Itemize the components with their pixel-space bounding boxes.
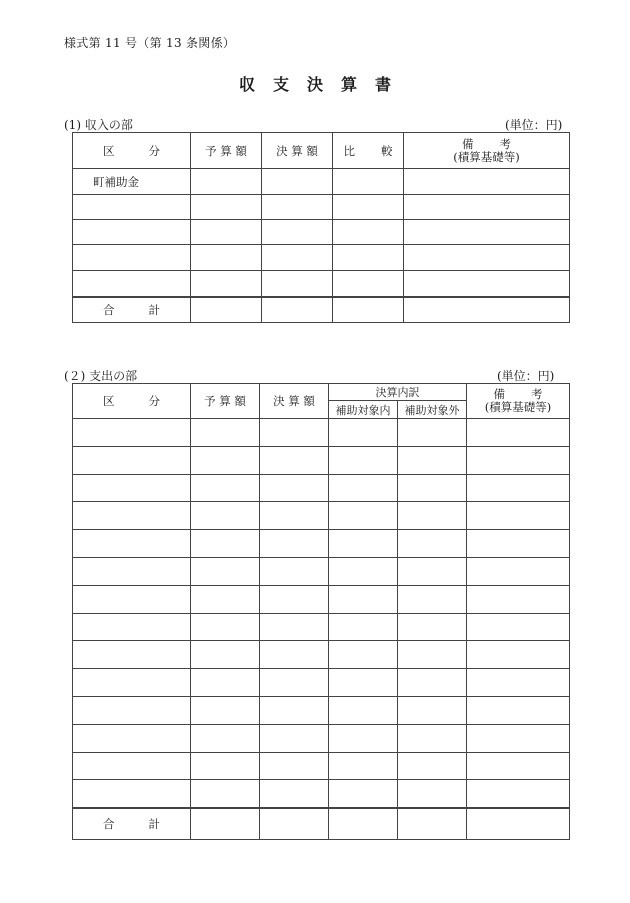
table-cell [467, 419, 570, 447]
table-row [73, 696, 570, 724]
table-cell [329, 502, 398, 530]
table-cell [260, 696, 329, 724]
table-cell [467, 641, 570, 669]
table-cell [398, 474, 467, 502]
header-budget: 予 算 額 [191, 384, 260, 419]
table-cell [329, 557, 398, 585]
table-cell [467, 530, 570, 558]
table-row [73, 474, 570, 502]
table-cell [467, 669, 570, 697]
table-cell [191, 613, 260, 641]
table-cell [260, 585, 329, 613]
expense-header-row [73, 384, 570, 401]
table-cell [260, 419, 329, 447]
table-row [73, 446, 570, 474]
table-cell [329, 530, 398, 558]
table-cell [467, 752, 570, 780]
header-breakdown: 決算内訳 [329, 384, 467, 401]
header-remarks: 備 考 (積算基礎等) [467, 384, 570, 419]
form-number: 様式第 11 号（第 13 条関係） [64, 36, 236, 50]
table-cell [191, 474, 260, 502]
table-cell [260, 724, 329, 752]
title-char: 支 [272, 75, 289, 94]
table-cell [73, 613, 191, 641]
table-cell [467, 474, 570, 502]
table-cell [398, 724, 467, 752]
table-row [73, 502, 570, 530]
table-row [73, 530, 570, 558]
table-row [73, 220, 570, 245]
table-row [73, 195, 570, 220]
row-item [73, 271, 191, 297]
table-cell [73, 696, 191, 724]
header-remarks: 備 考 (積算基礎等) [404, 133, 570, 169]
expense-section-label: (２) 支出の部 [64, 369, 138, 383]
table-cell [191, 557, 260, 585]
table-cell [329, 613, 398, 641]
table-row [73, 245, 570, 271]
table-cell [467, 502, 570, 530]
income-header-row [73, 133, 570, 169]
table-cell [329, 696, 398, 724]
table-cell [398, 419, 467, 447]
table-cell [73, 530, 191, 558]
table-cell [467, 724, 570, 752]
table-cell [398, 641, 467, 669]
table-cell [260, 669, 329, 697]
title-char: 算 [341, 75, 358, 94]
table-cell [191, 585, 260, 613]
table-cell [73, 446, 191, 474]
table-cell [329, 419, 398, 447]
table-cell [467, 585, 570, 613]
table-cell [73, 585, 191, 613]
table-cell [329, 641, 398, 669]
table-cell [191, 641, 260, 669]
table-cell [467, 446, 570, 474]
table-row [73, 724, 570, 752]
header-settlement: 決 算 額 [260, 384, 329, 419]
row-item [73, 220, 191, 245]
table-cell [260, 530, 329, 558]
table-cell [398, 585, 467, 613]
table-cell [73, 669, 191, 697]
table-cell [329, 474, 398, 502]
table-cell [398, 669, 467, 697]
row-item: 町補助金 [73, 169, 191, 195]
table-row [73, 752, 570, 780]
table-cell [191, 502, 260, 530]
header-comparison: 比 較 [333, 133, 404, 169]
table-cell [191, 530, 260, 558]
table-cell [398, 752, 467, 780]
table-row [73, 419, 570, 447]
table-cell [329, 780, 398, 808]
title-char: 収 [238, 75, 255, 94]
table-cell [329, 752, 398, 780]
table-cell [398, 557, 467, 585]
table-cell [191, 696, 260, 724]
income-total-row [73, 297, 570, 323]
table-cell [329, 724, 398, 752]
header-kubun: 区 分 [73, 384, 191, 419]
table-cell [467, 557, 570, 585]
table-cell [260, 641, 329, 669]
table-cell [260, 613, 329, 641]
table-cell [191, 724, 260, 752]
table-cell [329, 446, 398, 474]
table-cell [191, 780, 260, 808]
header-non-subsidized: 補助対象外 [398, 401, 467, 419]
table-cell [73, 474, 191, 502]
table-cell [329, 669, 398, 697]
total-label: 合 計 [73, 808, 191, 840]
table-row [73, 669, 570, 697]
table-cell [73, 557, 191, 585]
expense-table [72, 383, 570, 840]
row-item [73, 245, 191, 271]
table-cell [260, 557, 329, 585]
table-cell [73, 502, 191, 530]
table-cell [260, 502, 329, 530]
title-char: 書 [375, 75, 392, 94]
table-cell [398, 696, 467, 724]
expense-unit: (単位：円) [497, 369, 555, 383]
table-cell [398, 446, 467, 474]
header-subsidized: 補助対象内 [329, 401, 398, 419]
table-cell [260, 752, 329, 780]
table-cell [73, 780, 191, 808]
table-cell [260, 474, 329, 502]
table-row [73, 169, 570, 195]
table-cell [191, 446, 260, 474]
table-row [73, 641, 570, 669]
table-cell [467, 696, 570, 724]
table-row [73, 271, 570, 297]
title-char: 決 [306, 75, 323, 94]
table-cell [398, 530, 467, 558]
table-cell [73, 641, 191, 669]
table-row [73, 585, 570, 613]
table-cell [191, 752, 260, 780]
table-cell [73, 752, 191, 780]
document-title [0, 72, 630, 95]
table-cell [398, 502, 467, 530]
table-cell [467, 613, 570, 641]
table-cell [398, 780, 467, 808]
total-label: 合 計 [73, 297, 191, 323]
expense-total-row [73, 808, 570, 840]
table-cell [260, 446, 329, 474]
table-cell [191, 419, 260, 447]
income-section-label: (1) 収入の部 [64, 118, 133, 132]
table-row [73, 780, 570, 808]
table-cell [260, 780, 329, 808]
header-budget: 予 算 額 [191, 133, 262, 169]
row-item [73, 195, 191, 220]
table-cell [329, 585, 398, 613]
table-row [73, 613, 570, 641]
table-cell [73, 419, 191, 447]
header-settlement: 決 算 額 [262, 133, 333, 169]
table-row [73, 557, 570, 585]
table-cell [467, 780, 570, 808]
income-unit: (単位：円) [505, 118, 563, 132]
header-kubun: 区 分 [73, 133, 191, 169]
table-cell [398, 613, 467, 641]
table-cell [191, 669, 260, 697]
income-table [72, 132, 570, 323]
table-cell [73, 724, 191, 752]
